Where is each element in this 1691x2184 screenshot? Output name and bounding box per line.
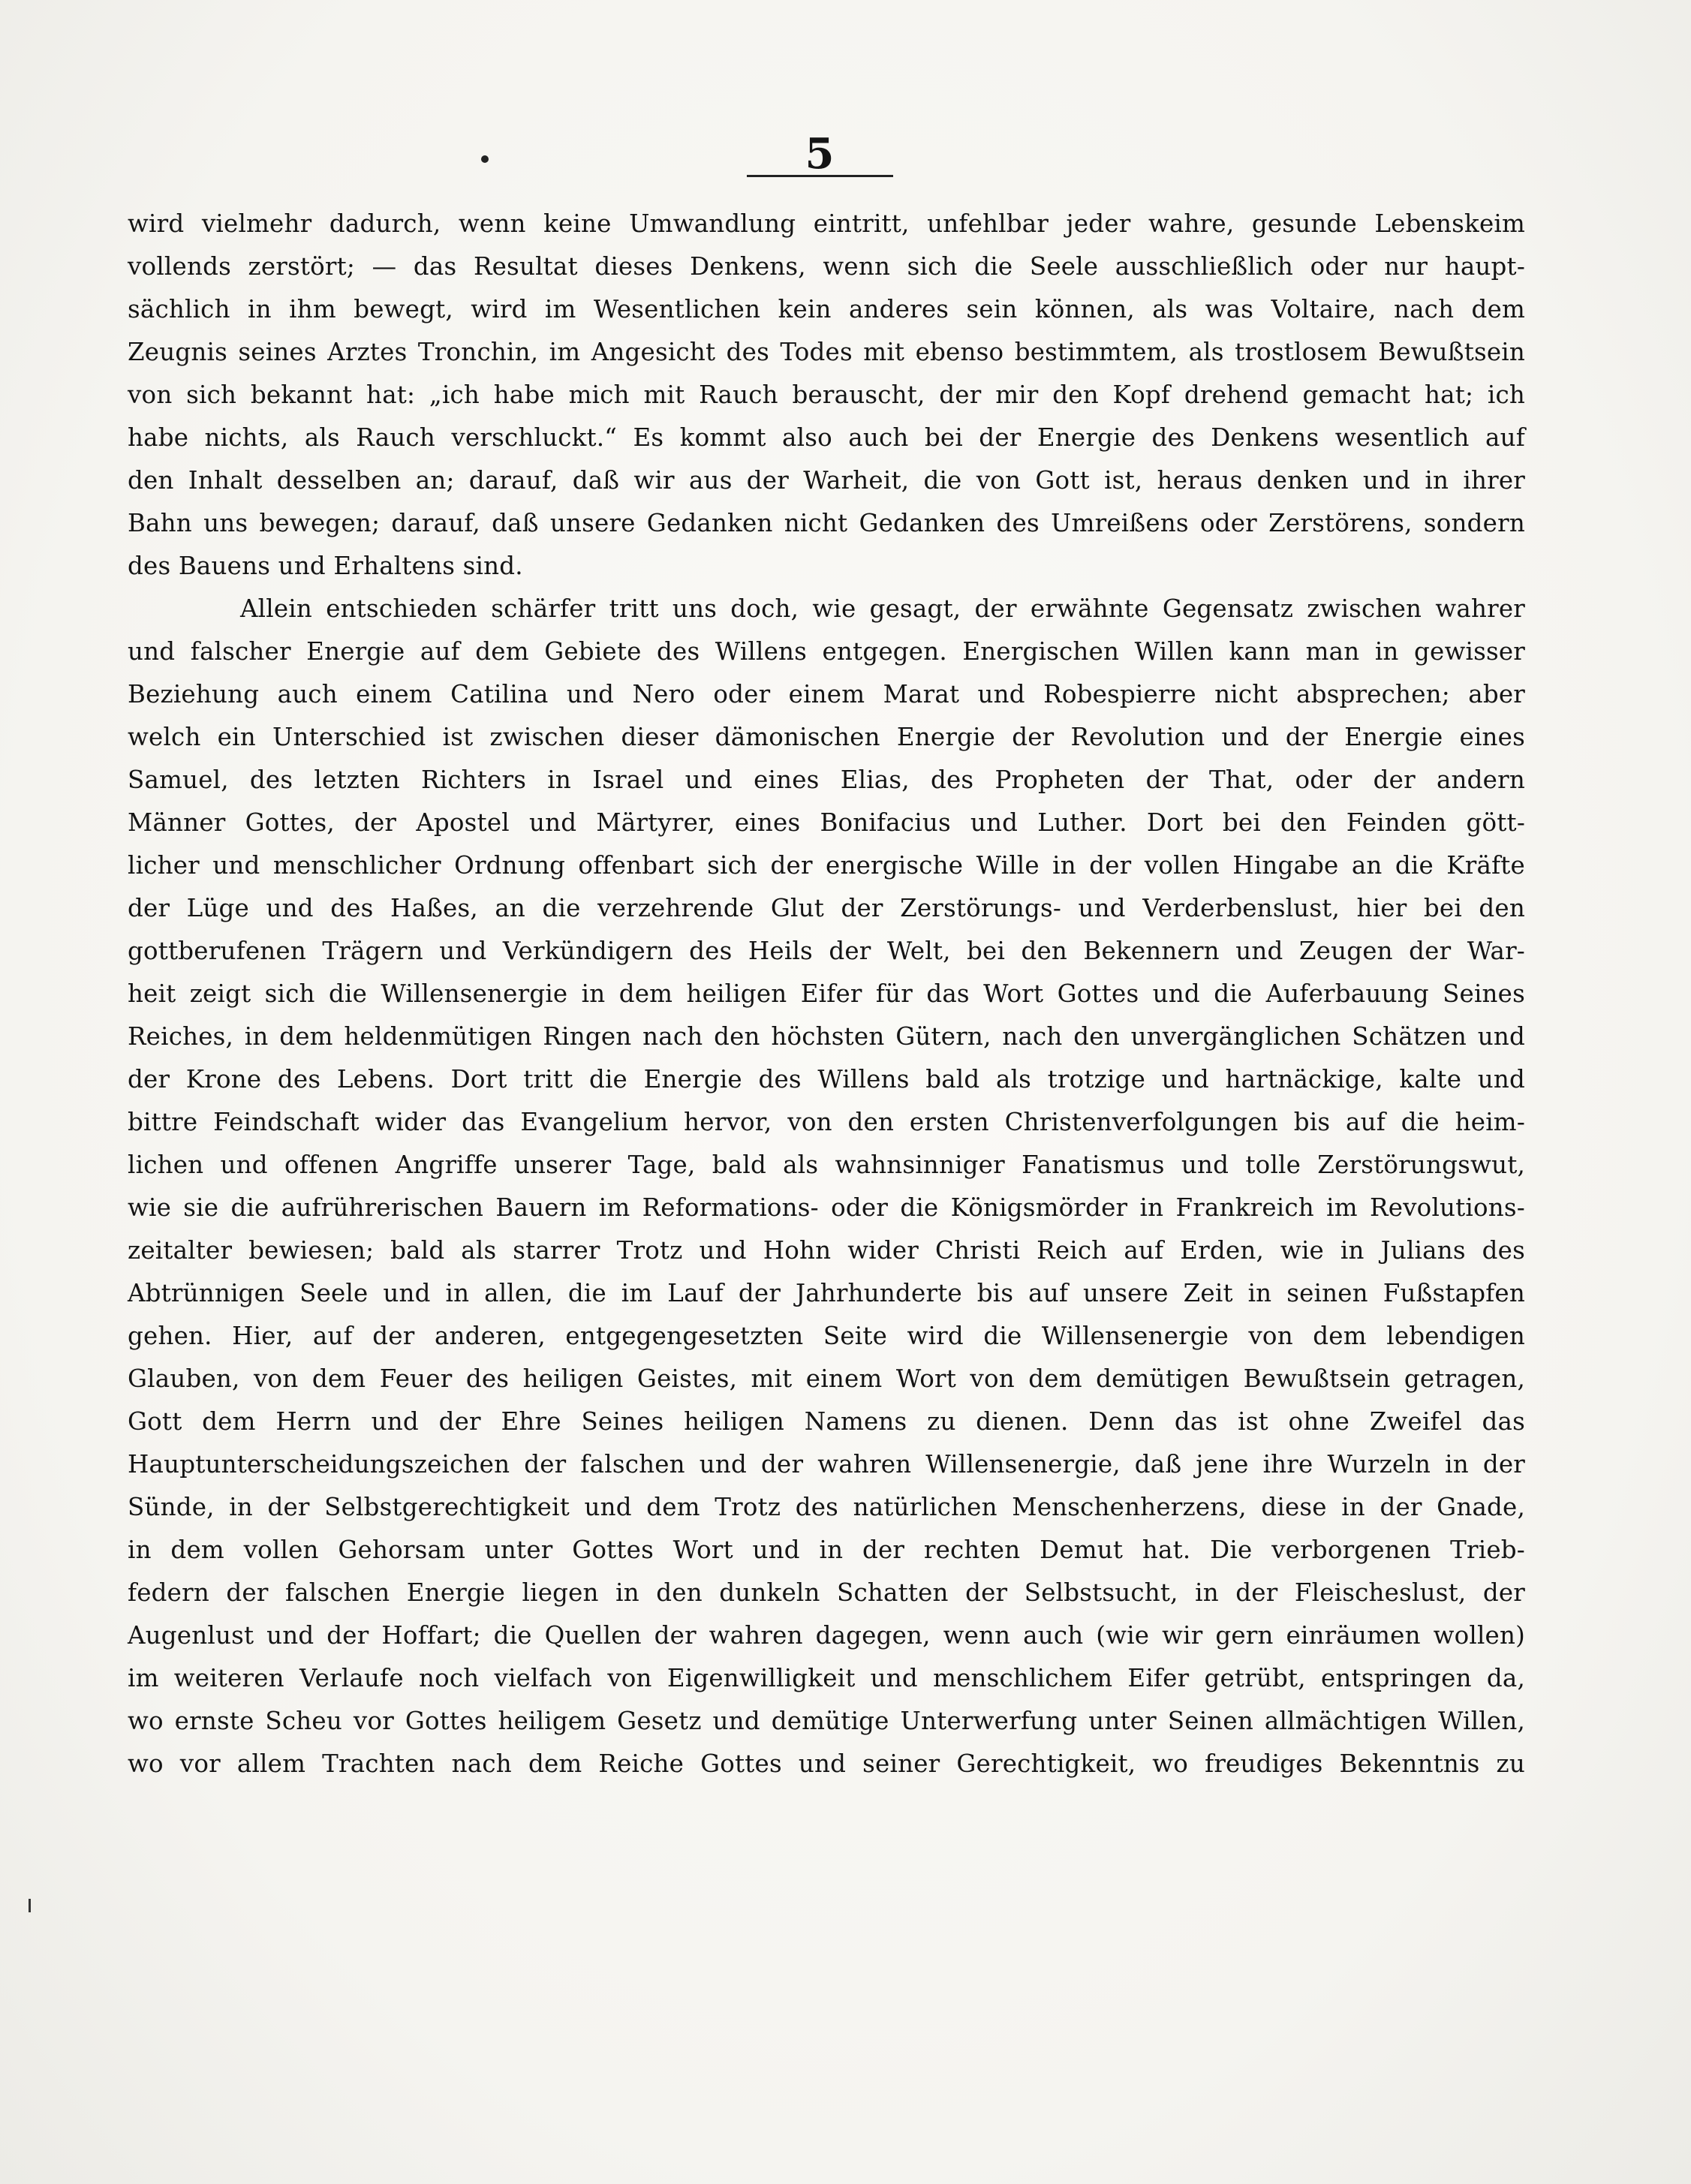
text-line: lichen und offenen Angriffe unserer Tage, bald als wahnsinniger Fanatismus und tolle Zerstörungswut,	[128, 1151, 1525, 1179]
text-line: Allein entschieden schärfer tritt uns doch, wie gesagt, der erwähnte Gegensatz zwischen wahrer	[240, 594, 1525, 623]
text-line: Sünde, in der Selbstgerechtigkeit und dem Trotz des natürlichen Menschenherzens, diese in der Gnade,	[128, 1493, 1525, 1521]
text-line: wie sie die aufrührerischen Bauern im Reformations- oder die Königsmörder in Frankreich im Revolutions-	[128, 1193, 1525, 1222]
scan-edge-mark	[29, 1899, 31, 1912]
text-line: im weiteren Verlaufe noch vielfach von Eigenwilligkeit und menschlichem Eifer getrübt, entspringen da,	[128, 1664, 1525, 1692]
page-number: 5	[805, 129, 835, 179]
page-header	[0, 128, 1691, 188]
text-line: Glauben, von dem Feuer des heiligen Geistes, mit einem Wort von dem demütigen Bewußtsein getragen,	[128, 1364, 1525, 1393]
text-line: heit zeigt sich die Willensenergie in dem heiligen Eifer für das Wort Gottes und die Auferbauung Seines	[128, 979, 1525, 1008]
header-rule	[747, 175, 893, 177]
text-line: Zeugnis seines Arztes Tronchin, im Angesicht des Todes mit ebenso bestimmtem, als trostlosem Bewußtsein	[128, 338, 1525, 366]
text-line: Reiches, in dem heldenmütigen Ringen nach den höchsten Gütern, nach den unvergänglichen Schätzen und	[128, 1022, 1525, 1051]
text-line: wo ernste Scheu vor Gottes heiligem Gesetz und demütige Unterwerfung unter Seinen allmächtigen Willen,	[128, 1707, 1525, 1735]
text-line: und falscher Energie auf dem Gebiete des Willens entgegen. Energischen Willen kann man in gewisser	[128, 637, 1525, 666]
text-line: federn der falschen Energie liegen in den dunkeln Schatten der Selbstsucht, in der Fleischeslust, der	[128, 1578, 1525, 1607]
text-line: sächlich in ihm bewegt, wird im Wesentlichen kein anderes sein können, als was Voltaire, nach dem	[128, 295, 1525, 323]
text-line: gehen. Hier, auf der anderen, entgegengesetzten Seite wird die Willensenergie von dem lebendigen	[128, 1322, 1525, 1350]
text-line: Bahn uns bewegen; darauf, daß unsere Gedanken nicht Gedanken des Umreißens oder Zerstörens, sondern	[128, 509, 1525, 537]
text-line: in dem vollen Gehorsam unter Gottes Wort und in der rechten Demut hat. Die verborgenen Trieb-	[128, 1536, 1525, 1564]
text-line: vollends zerstört; — das Resultat dieses Denkens, wenn sich die Seele ausschließlich oder nur haupt-	[128, 252, 1525, 281]
text-line: des Bauens und Erhaltens sind.	[128, 552, 523, 580]
text-line: wo vor allem Trachten nach dem Reiche Gottes und seiner Gerechtigkeit, wo freudiges Bekenntnis zu	[128, 1749, 1525, 1778]
text-line: den Inhalt desselben an; darauf, daß wir aus der Warheit, die von Gott ist, heraus denken und in ihrer	[128, 466, 1525, 495]
text-line: welch ein Unterschied ist zwischen dieser dämonischen Energie der Revolution und der Energie eines	[128, 723, 1525, 751]
text-line: bittre Feindschaft wider das Evangelium hervor, von den ersten Christenverfolgungen bis auf die heim-	[128, 1108, 1525, 1136]
text-line: der Lüge und des Haßes, an die verzehrende Glut der Zerstörungs- und Verderbenslust, hier bei den	[128, 894, 1525, 922]
text-line: Hauptunterscheidungszeichen der falschen und der wahren Willensenergie, daß jene ihre Wurzeln in der	[128, 1450, 1525, 1479]
text-line: habe nichts, als Rauch verschluckt.“ Es kommt also auch bei der Energie des Denkens wesentlich auf	[128, 423, 1525, 452]
text-line: Männer Gottes, der Apostel und Märtyrer, eines Bonifacius und Luther. Dort bei den Feinden gött-	[128, 808, 1525, 837]
text-line: von sich bekannt hat: „ich habe mich mit Rauch berauscht, der mir den Kopf drehend gemacht hat; ich	[128, 381, 1525, 409]
text-line: zeitalter bewiesen; bald als starrer Trotz und Hohn wider Christi Reich auf Erden, wie in Julians des	[128, 1236, 1525, 1265]
text-line: gottberufenen Trägern und Verkündigern des Heils der Welt, bei den Bekennern und Zeugen der War-	[128, 937, 1525, 965]
text-line: Beziehung auch einem Catilina und Nero oder einem Marat und Robespierre nicht absprechen; aber	[128, 680, 1525, 708]
text-line: Abtrünnigen Seele und in allen, die im Lauf der Jahrhunderte bis auf unsere Zeit in seinen Fußstapfen	[128, 1279, 1525, 1307]
text-line: Gott dem Herrn und der Ehre Seines heiligen Namens zu dienen. Denn das ist ohne Zweifel das	[128, 1407, 1525, 1436]
text-line: der Krone des Lebens. Dort tritt die Energie des Willens bald als trotzige und hartnäckige, kalte und	[128, 1065, 1525, 1094]
text-line: wird vielmehr dadurch, wenn keine Umwandlung eintritt, unfehlbar jeder wahre, gesunde Lebenskeim	[128, 209, 1525, 238]
text-line: Samuel, des letzten Richters in Israel und eines Elias, des Propheten der That, oder der andern	[128, 766, 1525, 794]
text-line: Augenlust und der Hoffart; die Quellen der wahren dagegen, wenn auch (wie wir gern einräumen wollen)	[128, 1621, 1525, 1650]
text-line: licher und menschlicher Ordnung offenbart sich der energische Wille in der vollen Hingabe an die Kräfte	[128, 851, 1525, 880]
